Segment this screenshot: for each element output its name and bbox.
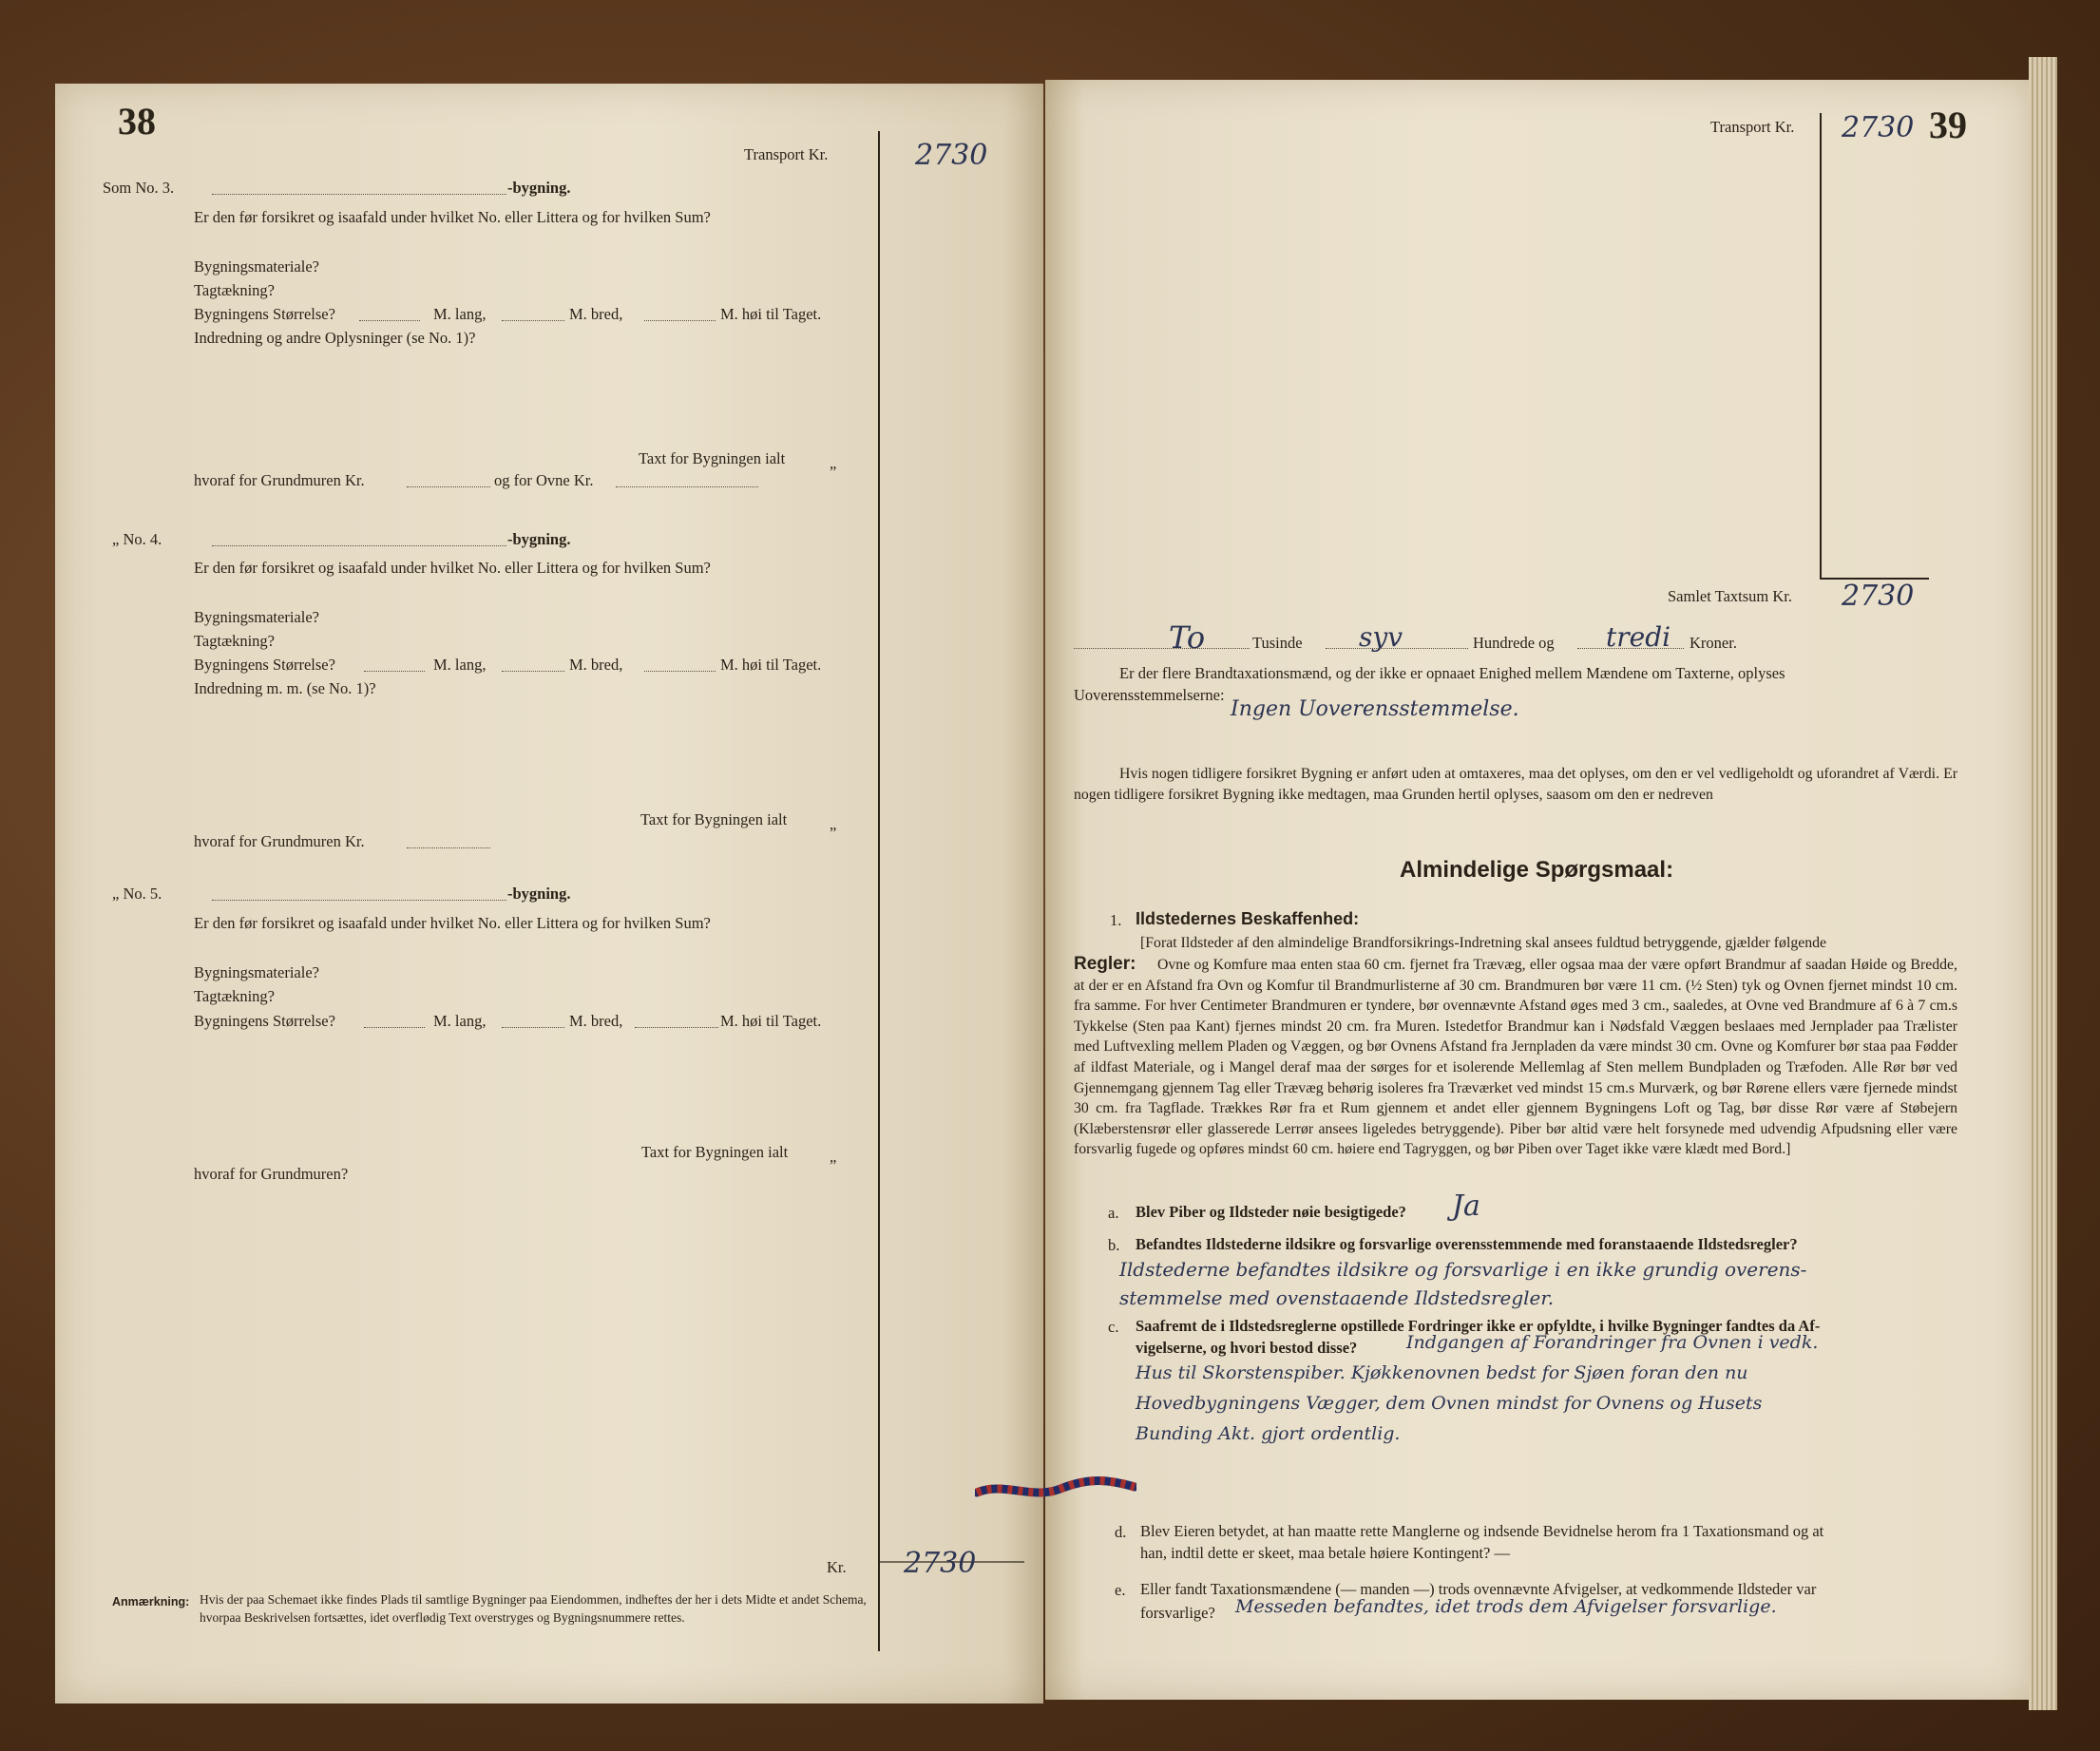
regler-label: Regler:: [1074, 954, 1136, 974]
total-value: 2730: [1842, 580, 1915, 613]
amount-column-rule-right: [1820, 113, 1822, 579]
building-5-width-field[interactable]: [502, 1027, 564, 1028]
page-edges: [2029, 57, 2057, 1710]
transport-label-left: Transport Kr.: [744, 145, 829, 163]
question-b-text: Befandtes Ildstederne ildsikre og forsvarlige overensstemmende med foranstaaende Ildstedsregler?: [1136, 1235, 1798, 1253]
tusinde-label: Tusinde: [1252, 634, 1303, 652]
disagreement-question: Er der flere Brandtaxationsmænd, og der ikke er opnaaet Enighed mellem Mændene om Taxterne, oplyses: [1119, 664, 1785, 682]
hundrede-label: Hundrede og: [1473, 634, 1555, 652]
building-5-prefix: „ No. 5.: [112, 885, 162, 903]
building-4-prefix: „ No. 4.: [112, 530, 162, 548]
building-4-type-field[interactable]: [212, 545, 506, 546]
building-4-length-field[interactable]: [364, 671, 425, 672]
question-c-text-line-2: vigelserne, og hvori bestod disse?: [1136, 1339, 1358, 1357]
building-3-length-unit: M. lang,: [433, 305, 487, 323]
building-3-size-label: Bygningens Størrelse?: [194, 305, 335, 323]
building-3-type-field[interactable]: [212, 194, 506, 195]
building-4-width-field[interactable]: [502, 671, 564, 672]
building-5-tax-total: Taxt for Bygningen ialt: [641, 1143, 789, 1161]
building-4-length-unit: M. lang,: [433, 656, 487, 674]
question-c-answer-line-2: Hus til Skorstenspiber. Kjøkkenovnen bedst for Sjøen foran den nu: [1136, 1362, 1748, 1383]
note-text-line-1: Hvis der paa Schemaet ikke findes Plads til samtlige Bygninger paa Eiendommen, indheftes der her i dets Midte et andet Schema,: [200, 1592, 867, 1607]
question-b-answer-line-2: stemmelse med ovenstaaende Ildstedsregler.: [1119, 1286, 1555, 1309]
building-3-ovens-field[interactable]: [616, 486, 758, 487]
building-3-quote: „: [830, 454, 837, 472]
building-3-tax-total: Taxt for Bygningen ialt: [639, 449, 786, 467]
question-c-text-line-1: Saafremt de i Ildstedsreglerne opstillede Fordringer ikke er opfyldte, i hvilke Bygninger fandtes da Af-: [1136, 1317, 1821, 1335]
amount-words-thousands: To: [1169, 619, 1206, 656]
building-4-height-unit: M. høi til Taget.: [720, 656, 822, 674]
question-c-letter: c.: [1108, 1318, 1119, 1336]
question-a-answer: Ja: [1452, 1190, 1480, 1223]
building-5-height-field[interactable]: [635, 1027, 718, 1028]
building-3-material: Bygningsmateriale?: [194, 257, 319, 276]
building-4-roof: Tagtækning?: [194, 632, 275, 650]
question-e-letter: e.: [1115, 1581, 1126, 1599]
question-d-letter: d.: [1115, 1523, 1127, 1541]
building-5-size-label: Bygningens Størrelse?: [194, 1012, 335, 1030]
building-4-height-field[interactable]: [644, 671, 716, 672]
right-page: [1045, 80, 2029, 1700]
question-d-text-line-1: Blev Eieren betydet, at han maatte rette Manglerne og indsende Bevidnelse herom fra 1 Taxationsmand og at: [1140, 1522, 1824, 1540]
building-4-size-label: Bygningens Størrelse?: [194, 656, 335, 674]
question-c-answer-line-4: Bunding Akt. gjort ordentlig.: [1136, 1423, 1401, 1444]
question-e-text-line-1: Eller fandt Taxationsmændene (— manden —) trods ovennævnte Afvigelser, at vedkommende Ildsteder var: [1140, 1580, 1817, 1598]
building-5-suffix: -bygning.: [507, 885, 571, 903]
building-3-width-field[interactable]: [502, 320, 564, 321]
question-b-answer-line-1: Ildstederne befandtes ildsikre og forsvarlige i en ikke grundig overens-: [1119, 1258, 1807, 1281]
question-a-letter: a.: [1108, 1204, 1119, 1222]
building-3-foundation-field[interactable]: [407, 486, 490, 487]
amount-words-tens: tredi: [1606, 621, 1671, 653]
question-b-letter: b.: [1108, 1236, 1120, 1254]
building-4-interior: Indredning m. m. (se No. 1)?: [194, 679, 376, 697]
question-c-answer-line-3: Hovedbygningens Vægger, dem Ovnen mindst for Ovnens og Husets: [1136, 1393, 1763, 1414]
tens-field[interactable]: [1577, 648, 1684, 649]
building-3-height-field[interactable]: [644, 320, 716, 321]
building-3-prefix: Som No. 3.: [103, 179, 175, 197]
binding-ribbon: [975, 1474, 1136, 1506]
question-e-answer: Messeden befandtes, idet trods dem Afvigelser forsvarlige.: [1235, 1596, 1777, 1617]
rules-body: Ovne og Komfure maa enten staa 60 cm. fjernet fra Trævæg, eller ogsaa maa der være opført Brandmur af saadan Høide og Bredde, at der er en Afstand fra Ovn og Komfur til Brandmurlisterne af 30 cm. Brandmuren bør være 11 cm. (½ Sten) tyk og Ovnen fjernet mindst 10 cm. fra samme. For hver Centimeter Brandmuren er tyndere, bør ovennævnte Afstand øges med 3 cm., saaledes, at Ovne ved Brandmure af 6 à 7 cm.s Tykkelse (Sten paa Kant) fjernes mindst 20 cm. fra Muren. Istedetfor Brandmur kan i Nødsfald Væggen beslaaes med Jernplader paa Trælister med Luftvexling mellem Pladen og Væggen, og bør Ovnens Afstand fra Jernpladen da være mindst 30 cm. Ovne og Komfurer bør staa paa Fødder af ildfast Materiale, og i Mangel deraf maa der sørges for et isolerende Mellemlag af Sten mellem Bundpladen og Træfoden. Alle Rør bør ved Gjennemgang gjennem Tag eller Trævæg behørig isoleres fra Træværket ved mindst 15 cm.s Murværk, og bør Rørene ellers være fjernede mindst 30 cm. fra Tagflade. Trækkes Rør fra et Rum gjennem et andet eller gjennem Bygningens Loft og Tag, bør disse Rør være af Støbejern (Klæberstensrør eller glasserede Lerrør ansees ligeledes betryggende). Piber bør altid være helt forsynede med udvendig Afpudsning eller være forsvarlig fugede og opføres mindst 60 cm. høiere end Tagryggen, og bør Piben over Taget ikke være klædt med Bord.]: [1074, 957, 1957, 1158]
building-5-length-unit: M. lang,: [433, 1012, 487, 1030]
building-4-quote: „: [830, 815, 837, 833]
building-5-type-field[interactable]: [212, 900, 506, 901]
building-3-length-field[interactable]: [359, 320, 420, 321]
question-c-answer-line-1: Indgangen af Forandringer fra Ovnen i vedk.: [1406, 1332, 1819, 1353]
note-text-line-2: hvorpaa Beskrivelsen fortsættes, idet overflødig Text overstryges og Bygningsnummere rettes.: [200, 1610, 685, 1625]
question-e-text-line-2: forsvarlige?: [1140, 1604, 1215, 1622]
building-4-insured-question: Er den før forsikret og isaafald under hvilket No. eller Littera og for hvilken Sum?: [194, 559, 711, 577]
building-4-width-unit: M. bred,: [569, 656, 623, 674]
building-3-suffix: -bygning.: [507, 179, 571, 197]
note-label: Anmærkning:: [112, 1595, 190, 1608]
transport-value-right: 2730: [1842, 111, 1915, 144]
transport-value-left: 2730: [915, 139, 988, 172]
building-5-height-unit: M. høi til Taget.: [720, 1012, 822, 1030]
page-number-right: 39: [1929, 104, 1967, 146]
amount-column-rule-left: [878, 131, 880, 1651]
total-label: Samlet Taxtsum Kr.: [1668, 587, 1792, 605]
rules-intro: [Forat Ildsteder af den almindelige Brandforsikrings-Indretning skal ansees fuldtud betryggende, gjælder følgende: [1140, 935, 1827, 951]
building-5-quote: „: [830, 1148, 837, 1166]
building-3-ovens: og for Ovne Kr.: [494, 471, 594, 489]
building-4-tax-total: Taxt for Bygningen ialt: [640, 810, 788, 828]
building-5-length-field[interactable]: [364, 1027, 425, 1028]
prior-insured-text: Hvis nogen tidligere forsikret Bygning er anført uden at omtaxeres, maa det oplyses, om den er vel vedligeholdt og uforandret af Værdi. Er nogen tidligere forsikret Bygning ikke medtagen, maa Grunden hertil oplyses, saasom om den er nedreven: [1074, 766, 1957, 803]
transport-label-right: Transport Kr.: [1710, 118, 1795, 136]
amount-words-hundreds: syv: [1359, 621, 1403, 653]
hundreds-field[interactable]: [1326, 648, 1468, 649]
building-5-insured-question: Er den før forsikret og isaafald under hvilket No. eller Littera og for hvilken Sum?: [194, 914, 711, 932]
kr-value-left: 2730: [904, 1547, 977, 1580]
building-5-roof: Tagtækning?: [194, 987, 275, 1005]
disagreement-answer: Ingen Uoverensstemmelse.: [1231, 697, 1519, 721]
building-5-material: Bygningsmateriale?: [194, 963, 319, 981]
general-questions-heading: Almindelige Spørgsmaal:: [1400, 857, 1674, 883]
building-3-roof: Tagtækning?: [194, 281, 275, 299]
building-4-foundation-field[interactable]: [407, 847, 490, 848]
left-page: [55, 84, 1043, 1703]
kr-label-left: Kr.: [827, 1558, 847, 1576]
building-3-width-unit: M. bred,: [569, 305, 623, 323]
building-4-suffix: -bygning.: [507, 530, 571, 548]
building-3-height-unit: M. høi til Taget.: [720, 305, 822, 323]
page-number-left: 38: [118, 100, 156, 143]
section-1-title: Ildstedernes Beskaffenhed:: [1136, 909, 1360, 928]
building-3-foundation: hvoraf for Grundmuren Kr.: [194, 471, 365, 489]
kroner-label: Kroner.: [1690, 634, 1737, 652]
section-1-number: 1.: [1110, 911, 1122, 929]
building-3-interior: Indredning og andre Oplysninger (se No. 1)?: [194, 329, 476, 347]
building-5-width-unit: M. bred,: [569, 1012, 623, 1030]
building-4-material: Bygningsmateriale?: [194, 608, 319, 626]
question-d-text-line-2: han, indtil dette er skeet, maa betale høiere Kontingent? —: [1140, 1544, 1510, 1562]
question-a-text: Blev Piber og Ildsteder nøie besigtigede?: [1136, 1203, 1406, 1221]
building-3-insured-question: Er den før forsikret og isaafald under hvilket No. eller Littera og for hvilken Sum?: [194, 208, 711, 226]
disagreement-question-2: Uoverensstemmelserne:: [1074, 686, 1225, 704]
building-4-foundation: hvoraf for Grundmuren Kr.: [194, 832, 365, 850]
building-5-foundation: hvoraf for Grundmuren?: [194, 1165, 349, 1183]
thousands-field[interactable]: [1074, 648, 1250, 649]
